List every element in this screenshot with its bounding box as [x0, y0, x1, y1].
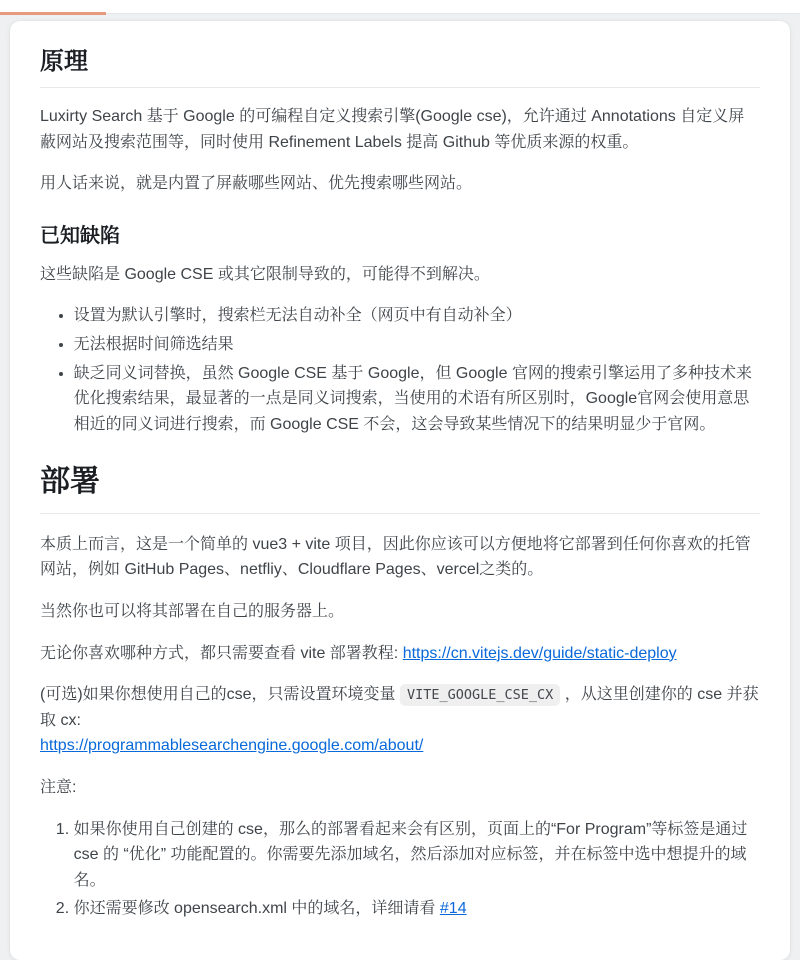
deploy-paragraph-2: 当然你也可以将其部署在自己的服务器上。 — [40, 603, 345, 621]
principle-paragraph-1: Luxirty Search 基于 Google 的可编程自定义搜索引擎(Google cse)，允许通过 Annotations 自定义屏蔽网站及搜索范围等，同时使用 Refinement Labels 提高 Github 等优质来源的权重。 — [40, 108, 745, 151]
deploy-vite-tutorial-line — [40, 641, 760, 667]
principle-paragraph-2: 用人话来说，就是内置了屏蔽哪些网站、优先搜索哪些网站。 — [40, 175, 473, 193]
section-heading-principle: 原理 — [40, 47, 760, 88]
defects-intro: 这些缺陷是 Google CSE 或其它限制导致的，可能得不到解决。 — [40, 265, 490, 283]
section-heading-known-defects: 已知缺陷 — [40, 224, 120, 247]
deploy-env-var-line — [40, 682, 760, 759]
page-progress-track — [0, 0, 800, 14]
deploy-env-var-text: (可选)如果你想使用自己的cse，只需设置环境变量 — [40, 686, 401, 704]
defects-list-item: • 设置为默认引擎时，搜索栏无法自动补全（网页中有自动补全） — [74, 303, 760, 329]
env-var-code: VITE_GOOGLE_CSE_CX — [400, 684, 560, 706]
defects-list-item: • 无法根据时间筛选结果 — [74, 332, 760, 358]
vite-deploy-guide-link[interactable]: https://cn.vitejs.dev/guide/static-deploy — [402, 644, 677, 662]
deploy-paragraph-1: 本质上而言，这是一个简单的 vue3 + vite 项目，因此你应该可以方便地将它部署到任何你喜欢的托管网站，例如 GitHub Pages、netfliy、Cloudflare Pages、vercel之类的。 — [40, 535, 751, 579]
programmable-search-engine-link[interactable]: https://programmablesearchengine.google.com/about/ — [40, 737, 424, 755]
section-heading-deploy: 部署 — [40, 463, 760, 514]
issue-14-link[interactable]: #14 — [439, 900, 467, 918]
notes-list-item: 1. 如果你使用自己创建的 cse，那么的部署看起来会有区别，页面上的“For Program”等标签是通过 cse 的 “优化” 功能配置的。你需要先添加域名，然后添加对应标签，并在标签中选中想提升的域名。 — [74, 817, 760, 894]
note2-text: 你还需要修改 opensearch.xml 中的域名，详细请看 — [73, 900, 440, 918]
defects-list — [40, 303, 760, 437]
note-label: 注意: — [40, 779, 77, 796]
notes-list — [40, 817, 760, 922]
readme-card — [10, 21, 790, 960]
notes-list-item — [74, 896, 760, 922]
defects-list-item: • 缺乏同义词替换，虽然 Google CSE 基于 Google，但 Google 官网的搜索引擎运用了多种技术来优化搜索结果，最显著的一点是同义词搜索，当使用的术语有所区别时，Google官网会使用意思相近的同义词进行搜索，而 Google CSE 不会，这会导致某些情况下的结果明显少于官网。 — [74, 361, 760, 438]
deploy-env-var-suffix-text: ，从这里创建你的 cse 并获取 cx: — [40, 686, 759, 729]
deploy-vite-tutorial-text: 无论你喜欢哪种方式，都只需要查看 vite 部署教程: — [40, 644, 403, 662]
page-progress-fill — [0, 12, 106, 15]
